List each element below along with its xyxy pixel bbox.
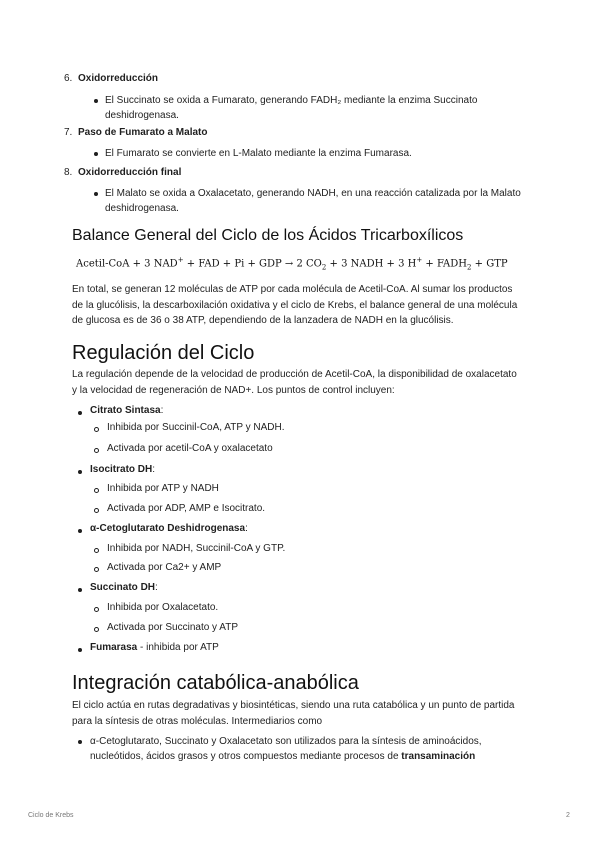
enzyme-suffix: : — [155, 582, 158, 593]
sub-bullet-ring — [94, 488, 99, 493]
enzyme-name: Isocitrato DH — [90, 464, 153, 475]
bullet-line — [90, 749, 550, 764]
paragraph-line: En total, se generan 12 moléculas de ATP por cada molécula de Acetil-CoA. Al sumar los productos — [72, 284, 513, 295]
bullet-line-bold: transaminación — [401, 751, 476, 762]
step-title-text: Oxidorreducción — [78, 73, 159, 84]
bullet-line: α-Cetoglutarato, Succinato y Oxalacetato son utilizados para la síntesis de aminoácidos, — [90, 736, 482, 747]
step-8-line-1: El Malato se oxida a Oxalacetato, generando NADH, en una reacción catalizada por la Malato — [105, 188, 521, 199]
integration-bullet — [90, 734, 550, 764]
bullet-dot — [78, 529, 82, 533]
sub-bullet-ring — [94, 548, 99, 553]
bullet-dot — [78, 470, 82, 474]
bullet-dot — [94, 99, 98, 103]
step-7-title — [64, 127, 208, 138]
enzyme-name: Succinato DH — [90, 582, 156, 593]
sub-bullet-ring — [94, 627, 99, 632]
bullet-dot — [94, 192, 98, 196]
sub-bullet-ring — [94, 607, 99, 612]
balance-heading: Balance General del Ciclo de los Ácidos Tricarboxílicos — [72, 227, 464, 244]
enzyme-sub-item: Inhibida por ATP y NADH — [107, 483, 219, 494]
sub-bullet-ring — [94, 508, 99, 513]
step-number: 6. — [64, 73, 73, 84]
paragraph-line: El ciclo actúa en rutas degradativas y biosintéticas, siendo una ruta catabólica y un punto de partida — [72, 700, 515, 711]
sub-bullet-ring — [94, 427, 99, 432]
integration-intro — [72, 698, 542, 729]
footer-page-number: 2 — [566, 812, 570, 819]
step-6-line-1: El Succinato se oxida a Fumarato, generando FADH₂ mediante la enzima Succinato — [105, 95, 478, 106]
footer-title: Ciclo de Krebs — [28, 812, 74, 819]
eq-sup: + — [416, 256, 423, 264]
paragraph-line: La regulación depende de la velocidad de producción de Acetil-CoA, la disponibilidad de oxalacetato — [72, 369, 517, 380]
regulation-intro — [72, 367, 542, 398]
enzyme-suffix: : — [160, 405, 164, 416]
enzyme-item-fumarasa — [90, 642, 219, 653]
enzyme-sub-item: Inhibida por Succinil-CoA, ATP y NADH. — [107, 422, 285, 433]
enzyme-name: α-Cetoglutarato Deshidrogenasa — [90, 523, 246, 534]
balance-paragraph — [72, 282, 542, 329]
enzyme-sub-item: Inhibida por NADH, Succinil-CoA y GTP. — [107, 543, 286, 554]
paragraph-line: y la velocidad de regeneración de NAD+. Los puntos de control incluyen: — [72, 384, 395, 396]
step-7-line-1: El Fumarato se convierte en L-Malato mediante la enzima Fumarasa. — [105, 148, 412, 159]
enzyme-item-cetoglutarato-dh — [90, 523, 248, 534]
step-number: 7. — [64, 127, 73, 138]
eq-sub: 2 — [467, 263, 472, 272]
bullet-dot — [78, 648, 82, 652]
eq-sup: + — [177, 256, 184, 264]
paragraph-line: de glucosa es de 36 o 38 ATP, dependiendo de la lanzadera de NADH en la glucólisis. — [72, 315, 454, 326]
sub-bullet-ring — [94, 567, 99, 572]
step-number: 8. — [64, 167, 73, 178]
sub-bullet-ring — [94, 448, 99, 453]
bullet-dot — [78, 411, 82, 415]
eq-part: + 3 NADH + 3 H — [326, 258, 417, 270]
enzyme-sub-item: Inhibida por Oxalacetato. — [107, 602, 219, 613]
enzyme-item-succinato-dh — [90, 582, 158, 593]
bullet-dot — [78, 588, 82, 592]
eq-part: + FADH — [422, 258, 467, 270]
enzyme-item-citrato-sintasa — [90, 405, 163, 416]
enzyme-item-isocitrato-dh — [90, 464, 155, 475]
eq-part: + GTP — [471, 258, 508, 270]
integration-heading: Integración catabólica-anabólica — [72, 672, 359, 694]
eq-sub: 2 — [321, 263, 327, 272]
paragraph-line: de la glucólisis, la descarboxilación oxidativa y el ciclo de Krebs, el balance general de una molécula — [72, 299, 518, 311]
step-title-text: Oxidorreducción final — [78, 167, 182, 178]
step-title-text: Paso de Fumarato a Malato — [78, 127, 208, 138]
eq-part: Acetil-CoA + 3 NAD — [76, 258, 178, 270]
enzyme-sub-item: Activada por ADP, AMP e Isocitrato. — [107, 503, 266, 514]
step-6-title — [64, 73, 159, 84]
enzyme-name: Fumarasa — [90, 642, 138, 653]
enzyme-suffix: : — [152, 464, 156, 475]
balance-equation — [76, 256, 508, 271]
step-8-line-2: deshidrogenasa. — [105, 203, 179, 214]
enzyme-sub-item: Activada por Ca2+ y AMP — [107, 562, 222, 573]
step-6-line-2: deshidrogenasa. — [105, 110, 179, 121]
enzyme-name: Citrato Sintasa — [90, 405, 161, 416]
bullet-dot — [94, 152, 98, 156]
enzyme-suffix: - inhibida por ATP — [137, 642, 219, 653]
bullet-dot — [78, 740, 82, 744]
eq-part: + FAD + Pi + GDP → 2 CO — [183, 258, 322, 270]
enzyme-sub-item: Activada por acetil-CoA y oxalacetato — [107, 443, 273, 454]
enzyme-sub-item: Activada por Succinato y ATP — [107, 622, 238, 633]
regulation-heading: Regulación del Ciclo — [72, 342, 255, 364]
enzyme-suffix: : — [245, 523, 248, 534]
bullet-line-text: nucleótidos, ácidos grasos y otros compuestos mediante procesos de — [90, 751, 402, 762]
step-8-title — [64, 167, 182, 178]
paragraph-line: para la síntesis de otras moléculas. Intermediarios como — [72, 715, 323, 727]
